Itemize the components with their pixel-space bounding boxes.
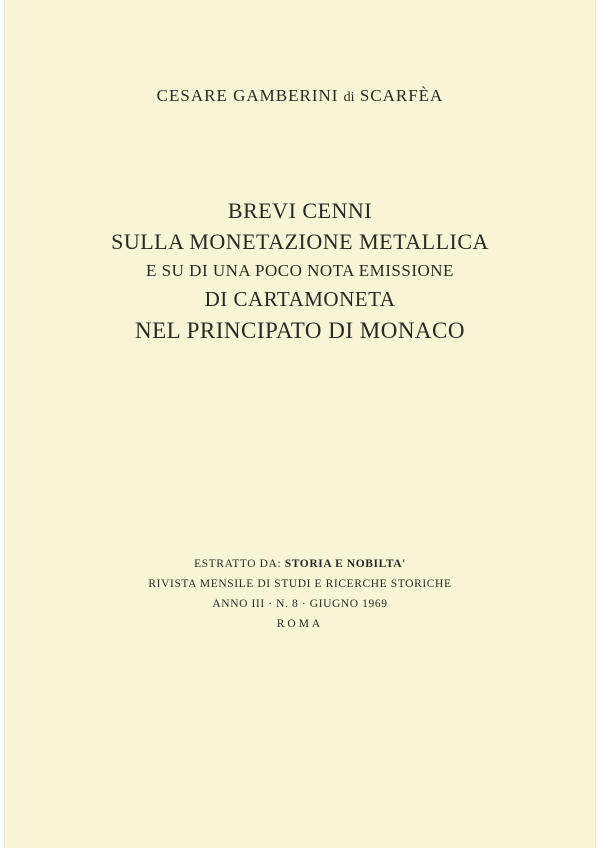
author-last-name: SCARFÈA <box>359 86 444 105</box>
title-line-5: NEL PRINCIPATO DI MONACO <box>135 318 465 343</box>
document-page <box>4 0 596 848</box>
author-line <box>5 86 595 106</box>
title-line-4: DI CARTAMONETA <box>204 287 396 311</box>
source-block <box>5 554 595 634</box>
journal-subtitle: RIVISTA MENSILE DI STUDI E RICERCHE STORICHE <box>148 578 452 590</box>
journal-name: STORIA E NOBILTA' <box>284 558 406 570</box>
source-prefix: ESTRATTO DA: <box>194 558 282 570</box>
author-particle: di <box>343 90 355 105</box>
author-first-name: CESARE GAMBERINI <box>156 86 339 105</box>
source-extract-line <box>5 554 595 574</box>
document-title <box>5 196 595 348</box>
issue-info: ANNO III · N. 8 · GIUGNO 1969 <box>212 598 388 610</box>
publication-city: ROMA <box>276 618 324 630</box>
title-line-1: BREVI CENNI <box>227 198 373 223</box>
title-line-3: E SU DI UNA POCO NOTA EMISSIONE <box>146 261 454 280</box>
title-line-2: SULLA MONETAZIONE METALLICA <box>111 229 489 254</box>
